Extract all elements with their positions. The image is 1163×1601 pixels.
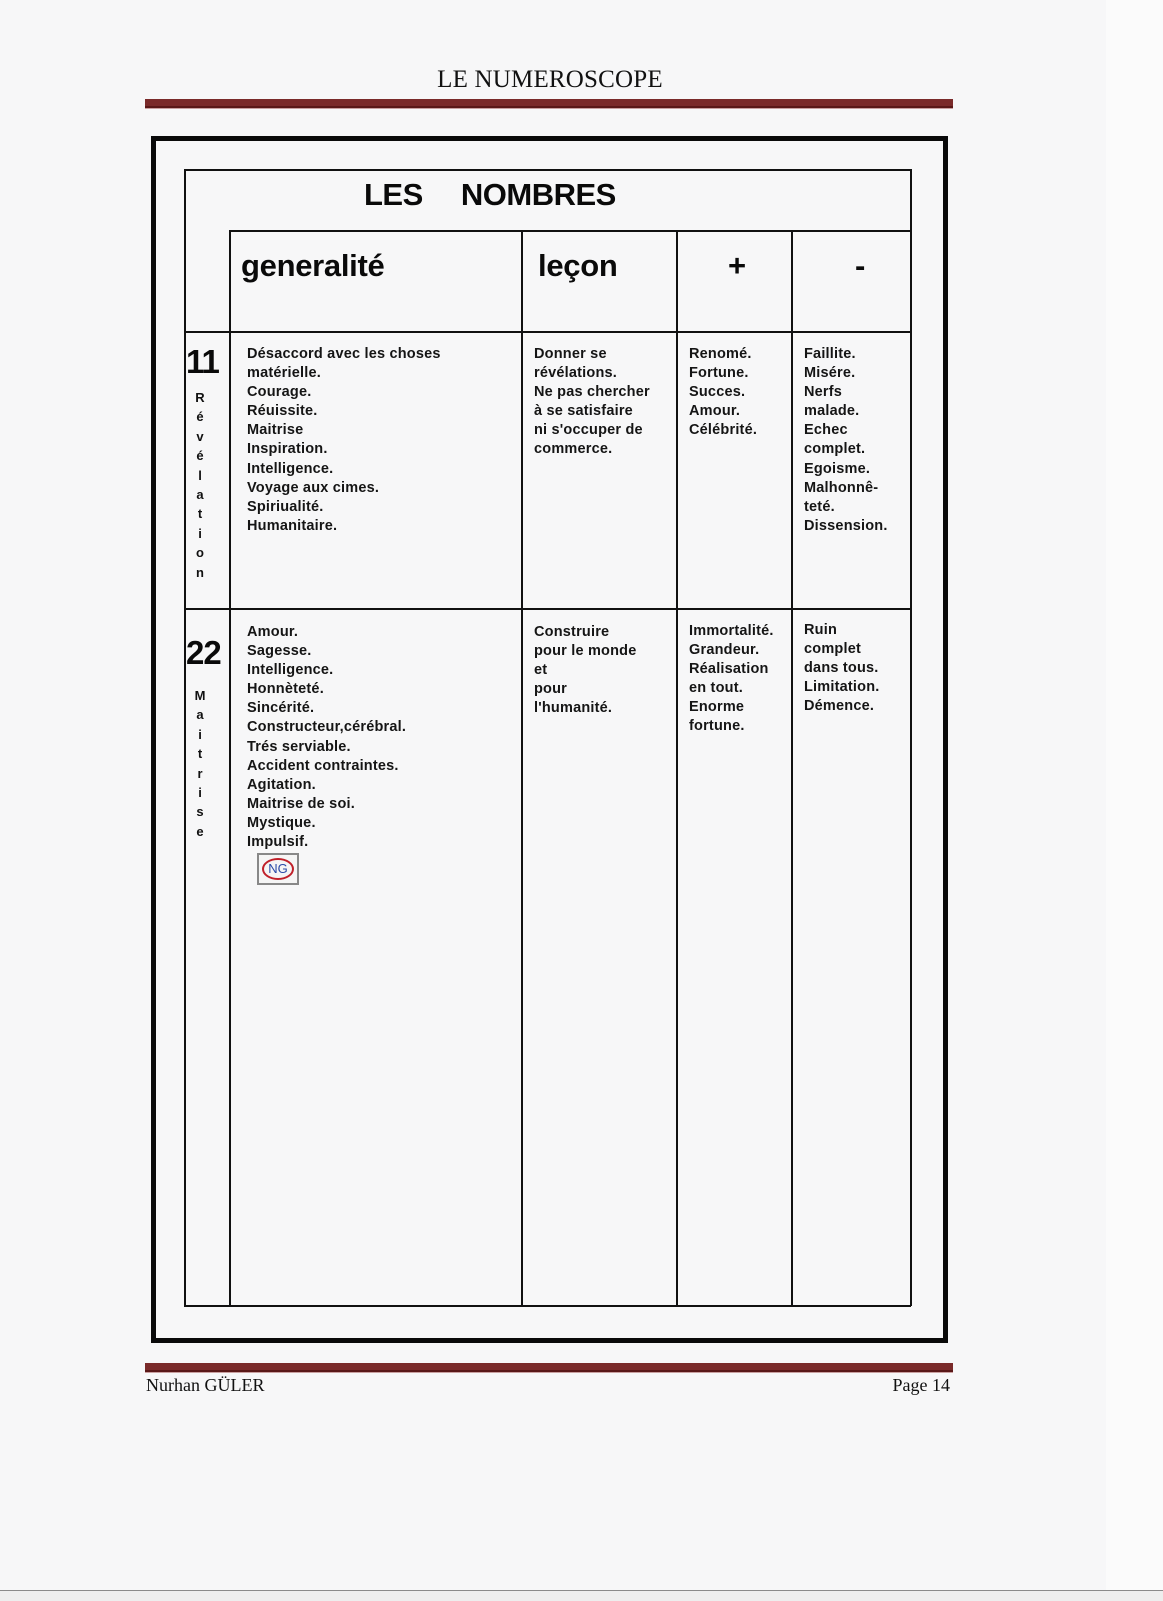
text-line: Dissension. [804,517,888,534]
text-line: ni s'occuper de [534,422,643,439]
page-header-title: LE NUMEROSCOPE [437,66,663,93]
text-line: Maitrise de soi. [247,795,355,812]
cell-generalite-11 [247,345,441,536]
letter: t [197,746,203,762]
cell-lecon-22 [534,623,637,718]
text-line: Réuissite. [247,403,318,420]
text-line: Voyage aux cimes. [247,479,380,496]
cell-minus-11 [804,345,888,536]
row-name-vertical [189,686,211,841]
col-divider-3 [676,230,678,1306]
text-line: pour le monde [534,643,637,660]
row-name-vertical [189,388,211,582]
text-line: complet [804,641,861,658]
text-line: Renomé. [689,346,752,362]
letter: a [196,707,204,723]
header-rule [145,99,953,108]
letter: e [196,823,204,839]
text-line: Intelligence. [247,460,334,477]
letter: r [197,765,203,781]
cell-generalite-22 [247,623,406,852]
text-line: teté. [804,498,835,515]
footer-page-number: Page 14 [892,1375,950,1395]
text-line: Mystique. [247,814,316,831]
text-line: Amour. [689,403,741,420]
table-title: LES NOMBRES [364,177,616,212]
text-line: Fortune. [689,365,749,382]
text-line: malade. [804,403,860,420]
row-divider-1 [184,331,911,333]
text-line: Sagesse. [247,643,312,660]
text-line: et [534,662,548,679]
text-line: Grandeur. [689,642,760,659]
text-line: fortune. [689,718,745,735]
text-line: Constructeur,cérébral. [247,719,407,736]
text-line: Accident contraintes. [247,757,399,774]
text-line: l'humanité. [534,700,613,717]
text-line: Enorme [689,699,745,716]
text-line: Faillite. [804,346,856,362]
text-line: Succes. [689,384,746,401]
text-line: Impulsif. [247,834,309,851]
letter: é [196,409,204,425]
text-line: Sincérité. [247,700,315,717]
text-line: Inspiration. [247,441,328,458]
table-border-right [910,169,912,1306]
text-line: Egoisme. [804,460,871,477]
ng-logo-text: NG [262,858,294,880]
scan-margin-right [1106,0,1163,1600]
text-line: pour [534,681,568,698]
col-divider-1 [229,230,231,1306]
text-line: Limitation. [804,679,880,696]
text-line: Amour. [247,624,299,640]
header-divider [229,230,911,232]
row-number-22: 22 [186,634,221,671]
text-line: commerce. [534,441,613,458]
letter: a [196,487,204,503]
text-line: complet. [804,441,866,458]
footer-rule [145,1363,953,1372]
col-header-plus: + [728,248,746,283]
footer-author: Nurhan GÜLER [146,1375,265,1395]
text-line: Désaccord avec les choses [247,346,441,362]
text-line: révélations. [534,365,617,382]
text-line: matérielle. [247,365,321,382]
letter: i [198,525,202,541]
cell-minus-22 [804,621,880,716]
letter: i [198,785,202,801]
letter: é [196,448,204,464]
col-header-generalite: generalité [241,248,385,283]
table-border-top [184,169,911,171]
text-line: Malhonnê- [804,479,879,496]
letter: i [198,726,202,742]
table-border-left [184,169,186,1306]
text-line: Trés serviable. [247,738,351,755]
text-line: Honnèteté. [247,681,324,698]
cell-plus-22 [689,622,774,737]
text-line: Spiriualité. [247,498,324,515]
row-divider-2 [184,608,911,610]
ng-logo-icon [257,853,299,885]
text-line: Maitrise [247,422,304,439]
letter: n [196,564,204,580]
text-line: Intelligence. [247,662,334,679]
text-line: Humanitaire. [247,517,338,534]
letter: R [195,390,205,405]
text-line: Réalisation [689,661,769,678]
text-line: dans tous. [804,660,879,677]
text-line: Construire [534,624,610,640]
col-header-lecon: leçon [538,248,618,283]
text-line: Ne pas chercher [534,384,650,401]
table-border-bottom [184,1305,911,1307]
text-line: Nerfs [804,384,843,401]
text-line: Courage. [247,384,312,401]
row-number-11: 11 [186,343,219,380]
col-divider-2 [521,230,523,1306]
letter: v [196,428,204,444]
cell-plus-11 [689,345,757,440]
text-line: à se satisfaire [534,403,633,420]
letter: o [196,545,204,561]
letter: s [196,804,204,820]
text-line: Agitation. [247,776,316,793]
col-divider-4 [791,230,793,1306]
letter: l [198,467,202,483]
text-line: Immortalité. [689,623,774,639]
text-line: en tout. [689,680,743,697]
scan-margin-bottom [0,1590,1163,1601]
letter: t [197,506,203,522]
letter: M [194,688,206,703]
text-line: Célébrité. [689,422,758,439]
text-line: Echec [804,422,848,439]
text-line: Donner se [534,346,607,362]
text-line: Misére. [804,365,856,382]
text-line: Ruin [804,622,838,638]
cell-lecon-11 [534,345,650,460]
text-line: Démence. [804,698,875,715]
col-header-minus: - [855,248,866,283]
